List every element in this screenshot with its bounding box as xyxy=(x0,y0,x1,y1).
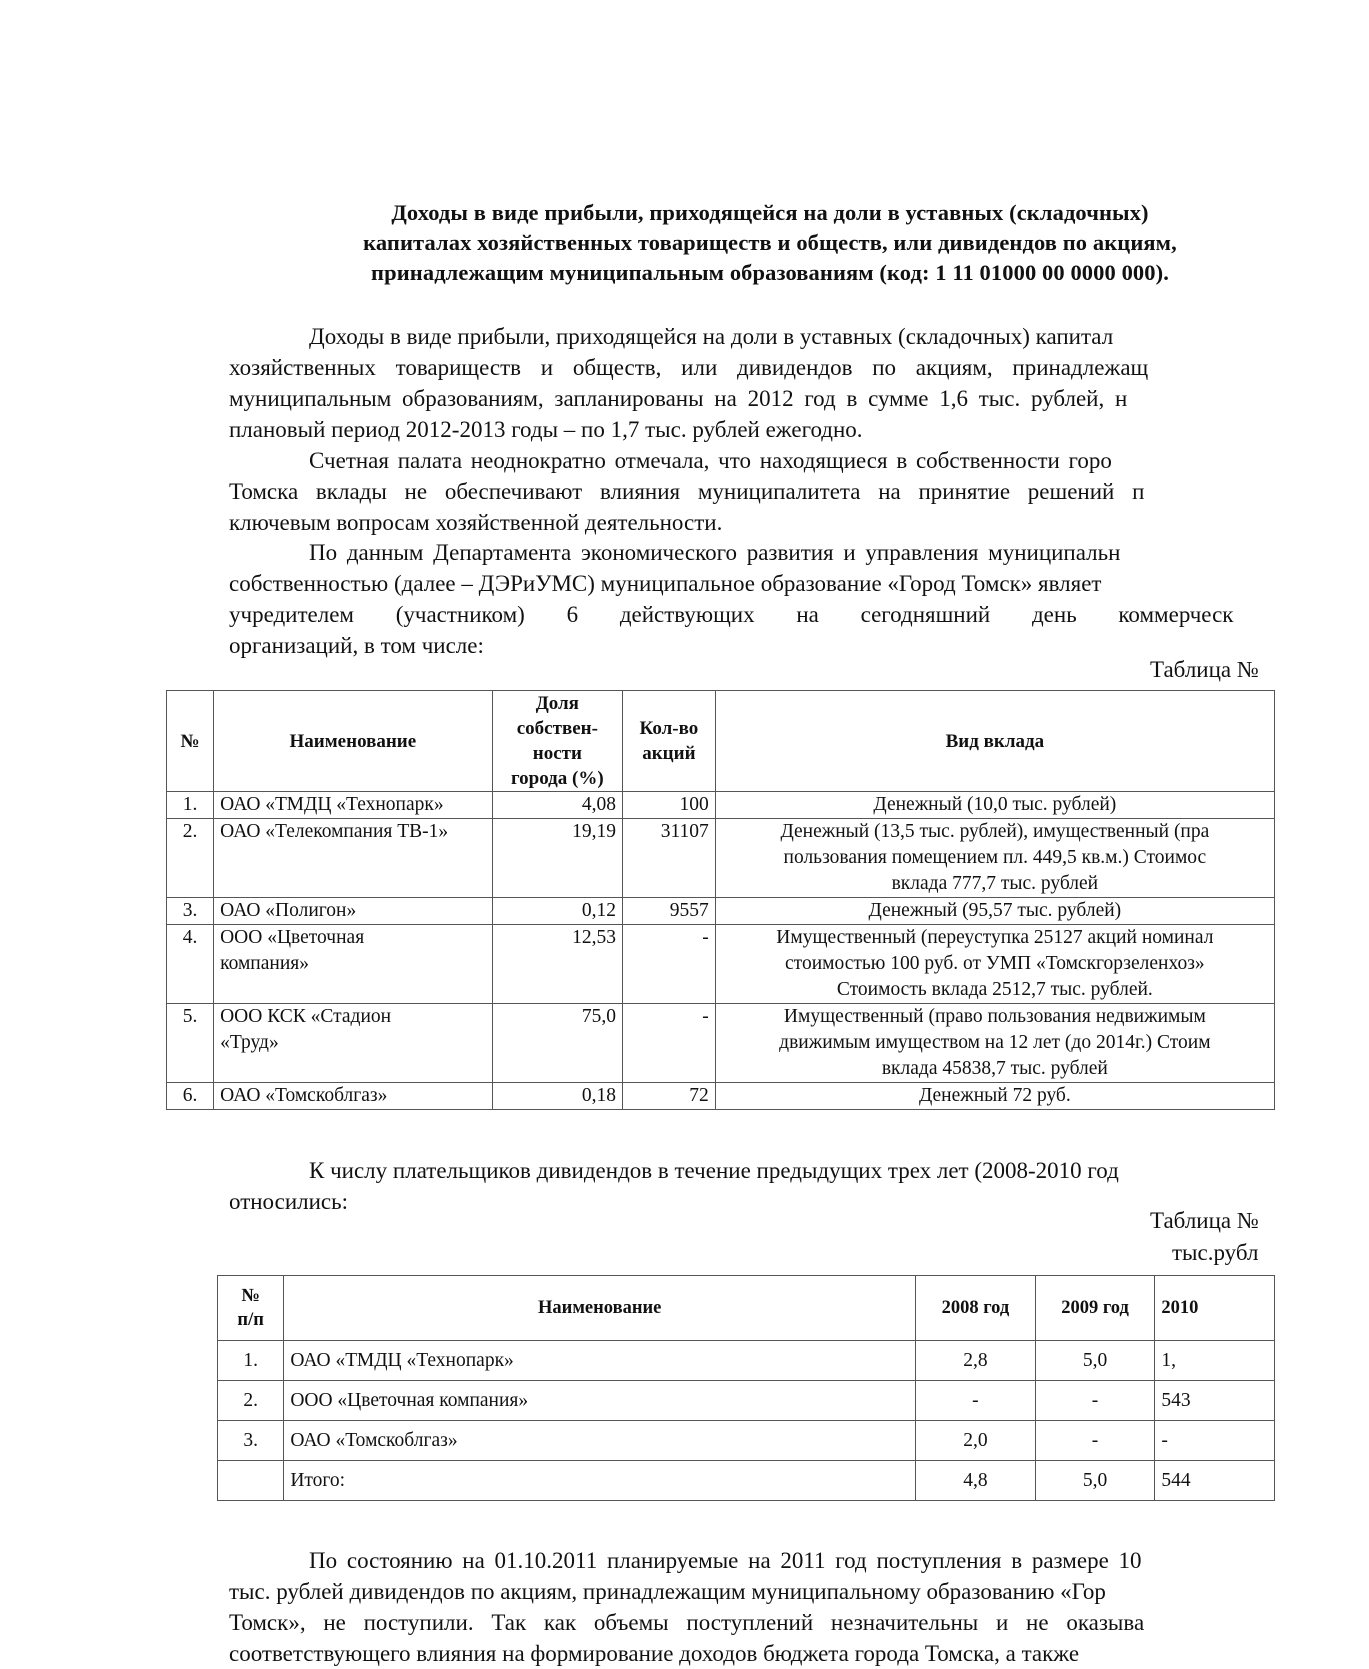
org-name: ОАО «ТМДЦ «Технопарк» xyxy=(284,1341,916,1381)
org-name-line: ООО «Цветочная xyxy=(220,927,365,948)
text-line: Счетная палата неоднократно отмечала, что находящиеся в собственности горо xyxy=(309,448,1112,473)
contribution-line: Денежный (10,0 тыс. рублей) xyxy=(873,794,1117,815)
header-shares-count xyxy=(623,691,716,792)
header-line: ности xyxy=(532,743,582,764)
org-name-line: компания» xyxy=(220,953,309,974)
row-number: 3. xyxy=(167,898,214,925)
text-line: организаций, в том числе: xyxy=(229,633,484,658)
contribution-line: вклада 777,7 тыс. рублей xyxy=(891,873,1099,894)
contribution-line: пользования помещением пл. 449,5 кв.м.) Стоимос xyxy=(783,847,1207,868)
contribution-line: Стоимость вклада 2512,7 тыс. рублей. xyxy=(836,979,1153,1000)
ownership-share: 0,12 xyxy=(492,898,622,925)
contribution-line: стоимостью 100 руб. от УМП «Томскгорзеленхоз» xyxy=(785,953,1205,974)
header-name: Наименование xyxy=(284,1276,916,1341)
table-row xyxy=(218,1381,1275,1421)
shares-count: - xyxy=(623,1004,716,1083)
text-line: ключевым вопросам хозяйственной деятельности. xyxy=(229,510,723,535)
shares-count: - xyxy=(623,925,716,1004)
header-line: Доля xyxy=(535,693,579,714)
row-number: 1. xyxy=(167,792,214,819)
organizations-table xyxy=(166,690,1275,1110)
title-line: принадлежащим муниципальным образованиям (код: 1 11 01000 00 0000 000). xyxy=(371,260,1169,285)
value-2008: 4,8 xyxy=(916,1461,1036,1501)
text-line: тыс. рублей дивидендов по акциям, принадлежащим муниципальному образованию «Гор xyxy=(229,1579,1106,1604)
org-name xyxy=(214,1004,493,1083)
row-number: 5. xyxy=(167,1004,214,1083)
org-name: ООО «Цветочная компания» xyxy=(284,1381,916,1421)
dividends-table xyxy=(217,1275,1275,1501)
row-number: 6. xyxy=(167,1083,214,1110)
table-row xyxy=(218,1341,1275,1381)
shares-count: 31107 xyxy=(623,819,716,898)
contribution-line: Денежный 72 руб. xyxy=(918,1085,1071,1106)
contribution-line: Имущественный (право пользования недвижимым xyxy=(783,1006,1206,1027)
paragraph-audit-chamber xyxy=(229,445,1369,538)
paragraph-planned-income xyxy=(229,321,1369,445)
text-line: Томск», не поступили. Так как объемы поступлений незначительны и не оказыва xyxy=(229,1610,1145,1635)
table-row xyxy=(167,1083,1275,1110)
value-2010: 1, xyxy=(1155,1341,1275,1381)
header-line: Кол-во xyxy=(639,718,699,739)
ownership-share: 75,0 xyxy=(492,1004,622,1083)
contribution-type xyxy=(715,1004,1274,1083)
row-number: 2. xyxy=(167,819,214,898)
table2-units: тыс.рубл xyxy=(1172,1240,1259,1265)
ownership-share: 12,53 xyxy=(492,925,622,1004)
paragraph-derums xyxy=(229,537,1369,661)
ownership-share: 4,08 xyxy=(492,792,622,819)
header-2010: 2010 xyxy=(1155,1276,1275,1341)
org-name xyxy=(214,898,493,925)
org-name: ОАО «Томскоблгаз» xyxy=(284,1421,916,1461)
contribution-line: движимым имуществом на 12 лет (до 2014г.) Стоим xyxy=(779,1032,1211,1053)
text-line: соответствующего влияния на формирование доходов бюджета города Томска, а также xyxy=(229,1641,1080,1666)
row-number: 3. xyxy=(218,1421,284,1461)
table-row xyxy=(167,819,1275,898)
org-name-line: ОАО «Полигон» xyxy=(220,900,357,921)
value-2009: - xyxy=(1035,1421,1155,1461)
org-name xyxy=(214,1083,493,1110)
contribution-type xyxy=(715,925,1274,1004)
value-2009: 5,0 xyxy=(1035,1461,1155,1501)
text-line: относились: xyxy=(229,1189,349,1214)
contribution-type xyxy=(715,898,1274,925)
value-2008: 2,8 xyxy=(916,1341,1036,1381)
text-line: Доходы в виде прибыли, приходящейся на доли в уставных (складочных) капитал xyxy=(309,324,1114,349)
shares-count: 9557 xyxy=(623,898,716,925)
header-line: № xyxy=(241,1286,260,1306)
text-line: собственностью (далее – ДЭРиУМС) муниципальное образование «Город Томск» являет xyxy=(229,571,1102,596)
org-name-line: ОАО «ТМДЦ «Технопарк» xyxy=(220,794,444,815)
table2-caption: Таблица № xyxy=(1150,1208,1259,1233)
header-share xyxy=(492,691,622,792)
org-name xyxy=(214,792,493,819)
row-number: 1. xyxy=(218,1341,284,1381)
title-line: Доходы в виде прибыли, приходящейся на доли в уставных (складочных) xyxy=(391,200,1149,225)
shares-count: 100 xyxy=(623,792,716,819)
org-name-line: ОАО «Телекомпания ТВ-1» xyxy=(220,821,449,842)
text-line: По данным Департамента экономического развития и управления муниципальн xyxy=(309,540,1121,565)
header-number xyxy=(218,1276,284,1341)
header-contribution: Вид вклада xyxy=(715,691,1274,792)
value-2010: - xyxy=(1155,1421,1275,1461)
header-line: акций xyxy=(642,743,696,764)
header-line: собствен- xyxy=(516,718,598,739)
header-number: № xyxy=(167,691,214,792)
header-line: города (%) xyxy=(510,768,604,789)
total-row xyxy=(218,1461,1275,1501)
paragraph-status-2011 xyxy=(229,1545,1369,1669)
row-number xyxy=(218,1461,284,1501)
table-header-row xyxy=(167,691,1275,792)
value-2008: - xyxy=(916,1381,1036,1421)
contribution-type xyxy=(715,1083,1274,1110)
table-row xyxy=(167,792,1275,819)
ownership-share: 0,18 xyxy=(492,1083,622,1110)
org-name-line: ООО КСК «Стадион xyxy=(220,1006,392,1027)
contribution-type xyxy=(715,819,1274,898)
contribution-line: Денежный (95,57 тыс. рублей) xyxy=(868,900,1122,921)
text-line: плановый период 2012-2013 годы – по 1,7 тыс. рублей ежегодно. xyxy=(229,417,863,442)
row-number: 2. xyxy=(218,1381,284,1421)
header-2009: 2009 год xyxy=(1035,1276,1155,1341)
contribution-line: Денежный (13,5 тыс. рублей), имущественный (пра xyxy=(780,821,1210,842)
org-name-line: ОАО «Томскоблгаз» xyxy=(220,1085,388,1106)
org-name-line: «Труд» xyxy=(220,1032,279,1053)
header-line: п/п xyxy=(237,1310,264,1330)
text-line: К числу плательщиков дивидендов в течение предыдущих трех лет (2008-2010 год xyxy=(309,1158,1119,1183)
table-row xyxy=(167,1004,1275,1083)
header-2008: 2008 год xyxy=(916,1276,1036,1341)
text-line: учредителем (участником) 6 действующих на сегодняшний день коммерческ xyxy=(229,602,1234,627)
org-name: Итого: xyxy=(284,1461,916,1501)
row-number: 4. xyxy=(167,925,214,1004)
org-name xyxy=(214,925,493,1004)
table1-caption: Таблица № xyxy=(1150,657,1259,682)
org-name xyxy=(214,819,493,898)
text-line: Томска вклады не обеспечивают влияния муниципалитета на принятие решений п xyxy=(229,479,1145,504)
header-name: Наименование xyxy=(214,691,493,792)
table-row xyxy=(167,925,1275,1004)
document-title xyxy=(270,198,1270,288)
contribution-line: Имущественный (переуступка 25127 акций номинал xyxy=(776,927,1214,948)
value-2009: 5,0 xyxy=(1035,1341,1155,1381)
table-row xyxy=(218,1421,1275,1461)
ownership-share: 19,19 xyxy=(492,819,622,898)
table-header-row xyxy=(218,1276,1275,1341)
value-2008: 2,0 xyxy=(916,1421,1036,1461)
text-line: муниципальным образованиям, запланированы на 2012 год в сумме 1,6 тыс. рублей, н xyxy=(229,386,1128,411)
value-2010: 543 xyxy=(1155,1381,1275,1421)
title-line: капиталах хозяйственных товариществ и обществ, или дивидендов по акциям, xyxy=(363,230,1177,255)
value-2009: - xyxy=(1035,1381,1155,1421)
text-line: По состоянию на 01.10.2011 планируемые на 2011 год поступления в размере 10 xyxy=(309,1548,1142,1573)
table-row xyxy=(167,898,1275,925)
shares-count: 72 xyxy=(623,1083,716,1110)
contribution-type xyxy=(715,792,1274,819)
text-line: хозяйственных товариществ и обществ, или дивидендов по акциям, принадлежащ xyxy=(229,355,1149,380)
value-2010: 544 xyxy=(1155,1461,1275,1501)
contribution-line: вклада 45838,7 тыс. рублей xyxy=(881,1058,1108,1079)
